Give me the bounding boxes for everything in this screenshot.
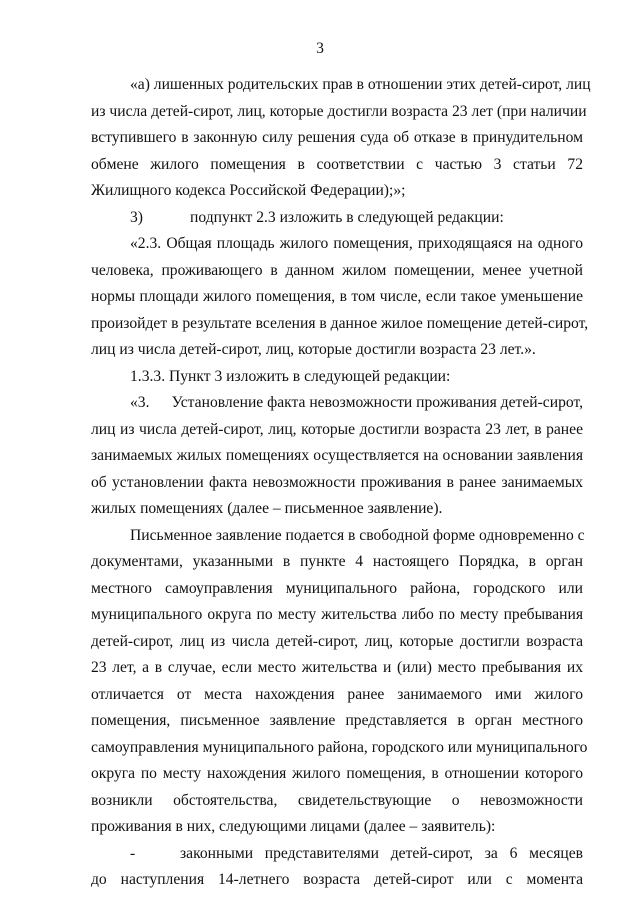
text-line: обмене жилого помещения в соответствии с частью 3 статьи 72 [91, 155, 583, 173]
text-line: Письменное заявление подается в свободной форме одновременно с [130, 526, 585, 544]
line-text: подпункт 2.3 изложить в следующей редакции: [190, 208, 504, 226]
document-body [91, 72, 591, 894]
text-line: 1.3.3. Пункт 3 изложить в следующей редакции: [130, 367, 451, 385]
text-line: округа по месту нахождения жилого помещения, в отношении которого [91, 765, 583, 782]
text-line: отличается от места нахождения ранее занимаемого ими жилого [91, 685, 583, 703]
line-text: законными представителями детей-сирот, за 6 месяцев [180, 844, 583, 862]
text-line: «2.3. Общая площадь жилого помещения, приходящаяся на одного [130, 235, 583, 252]
text-line: самоуправления муниципального района, городского или муниципального [91, 738, 588, 756]
list-marker: «3. [130, 394, 150, 411]
text-line: лиц из числа детей-сирот, лиц, которые достигли возраста 23 лет, в ранее [91, 420, 583, 438]
text-line: документами, указанными в пункте 4 настоящего Порядка, в орган [91, 553, 583, 570]
text-line: человека, проживающего в данном жилом помещении, менее учетной [91, 261, 583, 279]
text-line [91, 390, 583, 417]
text-line: об установлении факта невозможности проживания в ранее занимаемых [91, 473, 583, 491]
text-line: проживания в них, следующими лицами (далее – заявитель): [91, 818, 496, 835]
text-line: из числа детей-сирот, лиц, которые достигли возраста 23 лет (при наличии [91, 102, 587, 120]
text-line: помещения, письменное заявление представляется в орган местного [91, 712, 583, 729]
text-line [91, 841, 583, 868]
text-line: возникли обстоятельства, свидетельствующие о невозможности [91, 791, 583, 809]
text-line: вступившего в законную силу решения суда об отказе в принудительном [91, 129, 583, 146]
line-text: Установление факта невозможности проживания детей-сирот, [171, 394, 583, 411]
text-line: 23 лет, а в случае, если место жительства и (или) место пребывания их [91, 659, 583, 676]
text-line: жилых помещениях (далее – письменное заявление). [91, 500, 443, 517]
text-line [91, 205, 583, 232]
list-marker: - [130, 844, 136, 862]
list-marker: 3) [130, 208, 143, 226]
text-line: произойдет в результате вселения в данное жилое помещение детей-сирот, [91, 314, 589, 332]
text-line: детей-сирот, лиц из числа детей-сирот, лиц, которые достигли возраста [91, 632, 583, 650]
text-line: муниципального округа по месту жительства либо по месту пребывания [91, 606, 583, 623]
text-line: нормы площади жилого помещения, в том числе, если такое уменьшение [91, 288, 583, 305]
text-line: занимаемых жилых помещениях осуществляется на основании заявления [91, 447, 583, 464]
text-line: «а) лишенных родительских прав в отношении этих детей-сирот, лиц [130, 76, 591, 93]
text-line: Жилищного кодекса Российской Федерации);»; [91, 182, 406, 199]
text-line: до наступления 14-летнего возраста детей-сирот или с момента [91, 871, 583, 888]
text-line: местного самоуправления муниципального района, городского или [91, 579, 583, 597]
page-number: 3 [316, 40, 324, 57]
text-line: лиц из числа детей-сирот, лиц, которые достигли возраста 23 лет.». [91, 341, 536, 358]
